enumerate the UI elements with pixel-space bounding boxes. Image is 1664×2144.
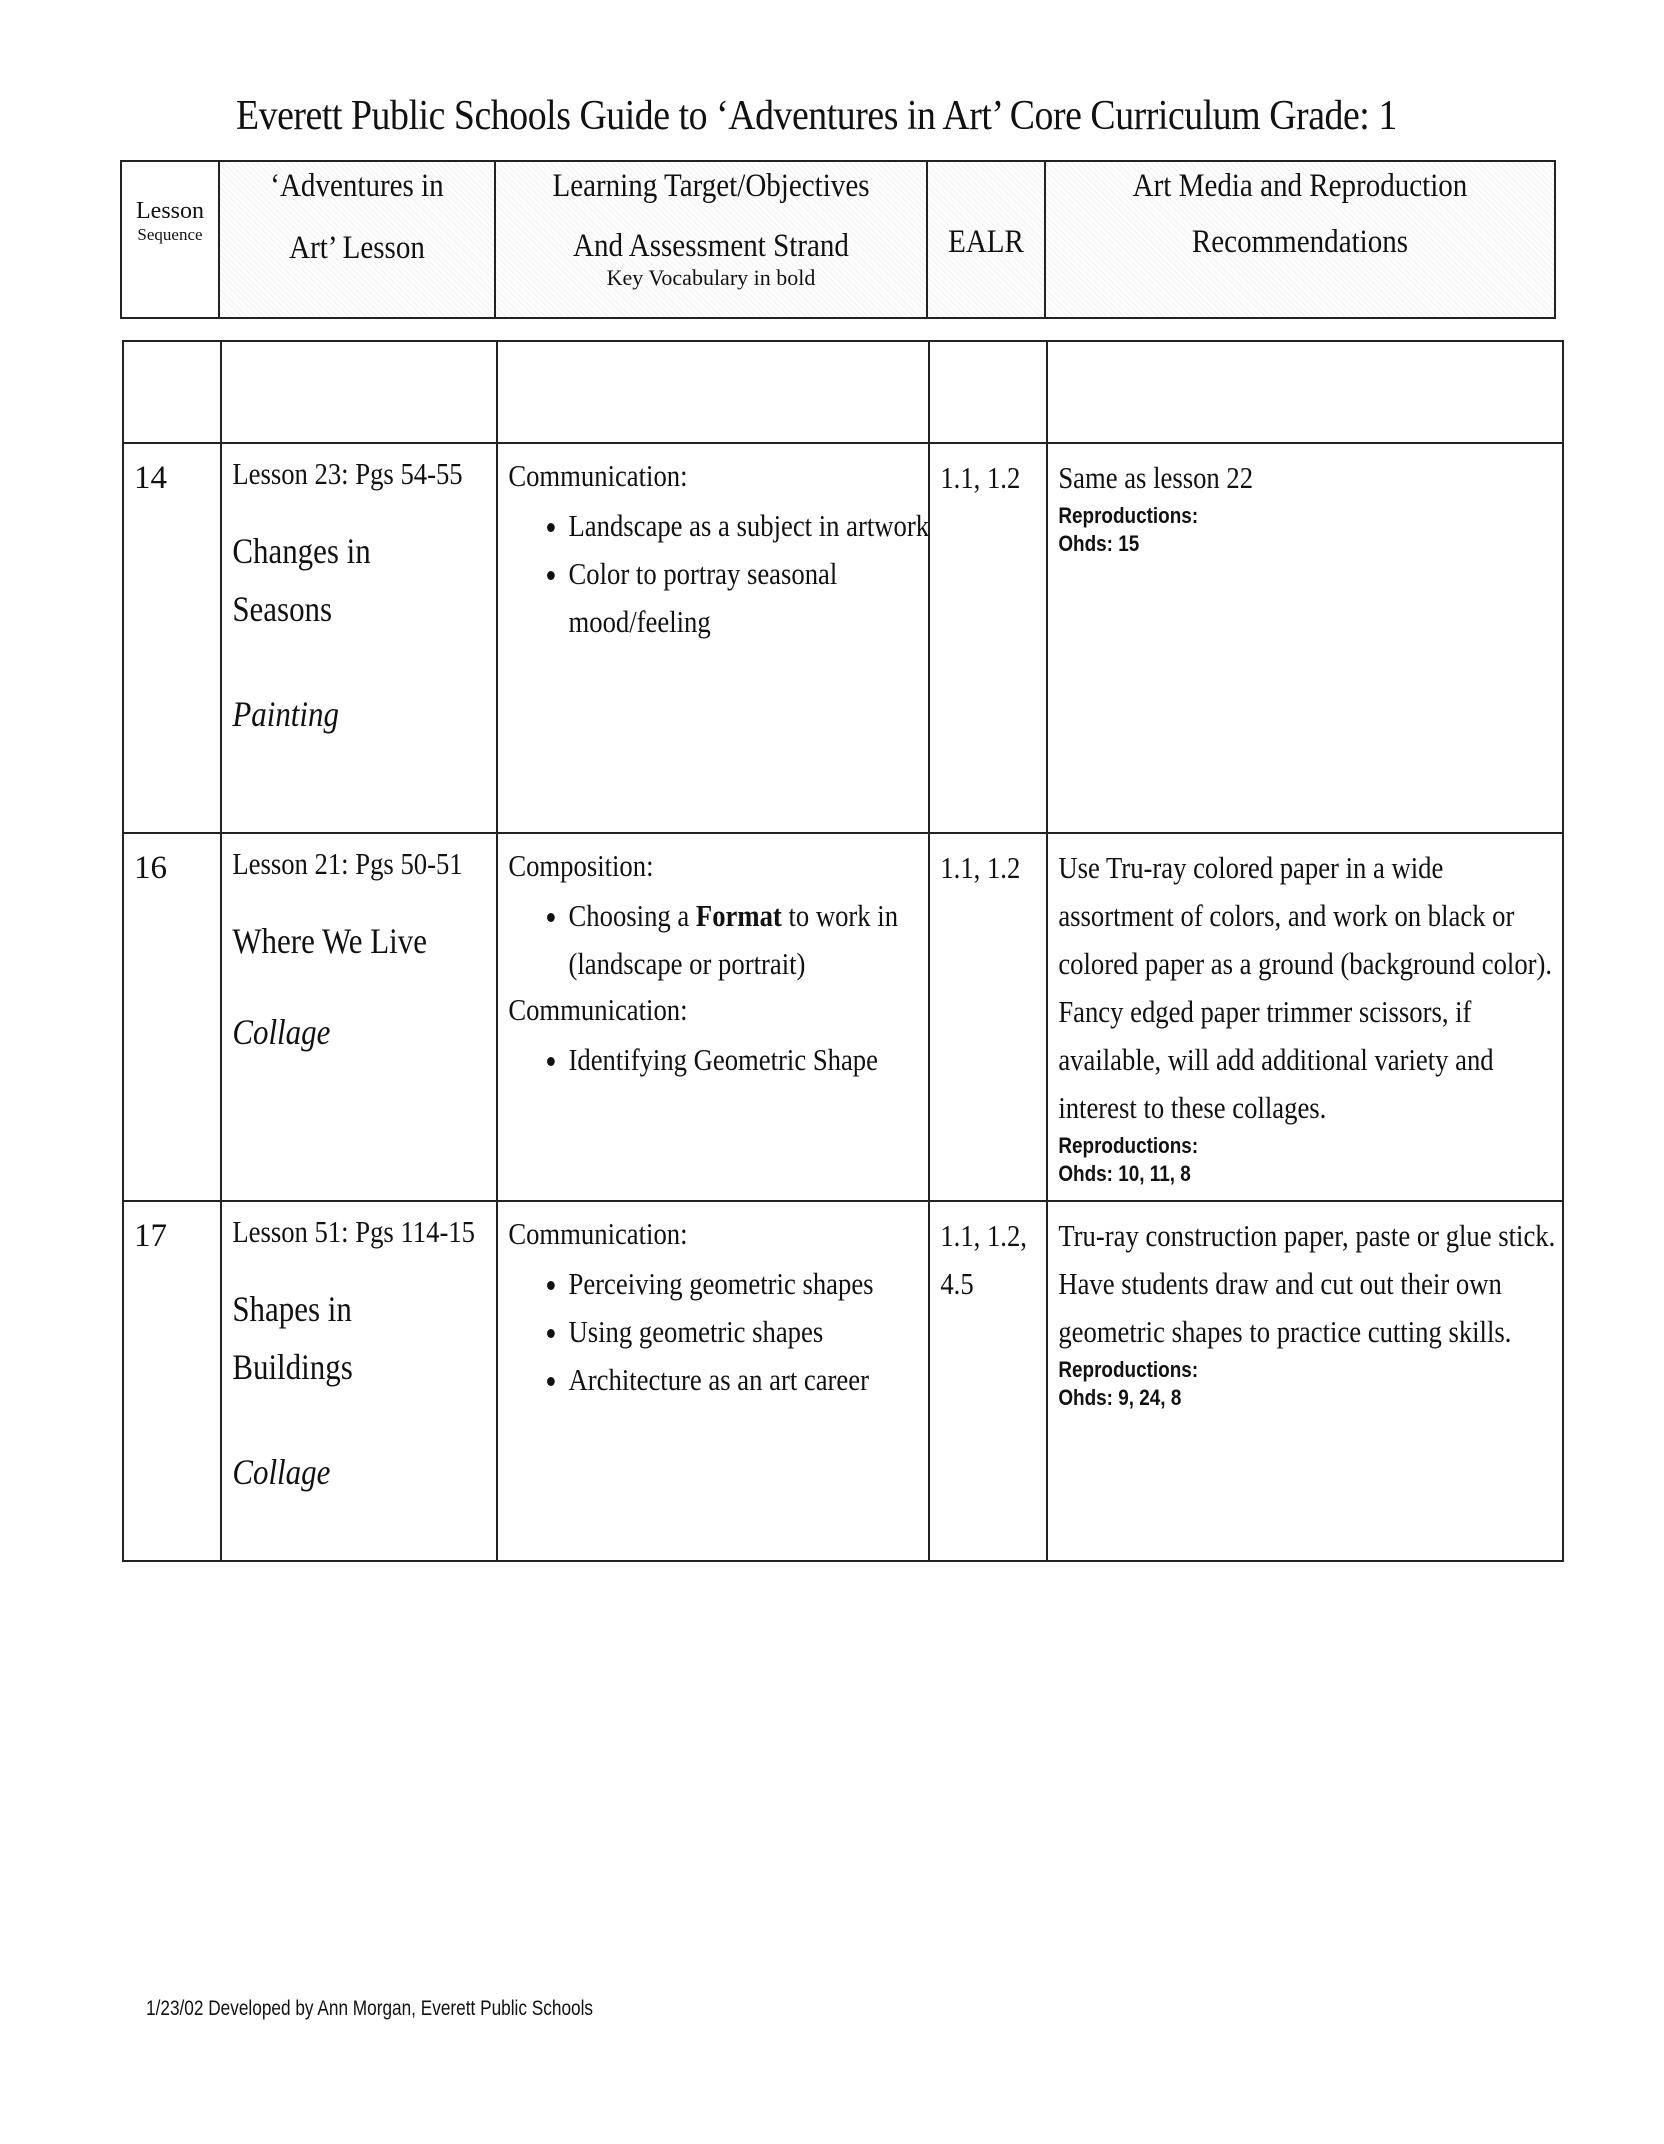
ealr-cell xyxy=(929,833,1047,1201)
reproductions-label: Reproductions: xyxy=(1058,503,1199,528)
blank-cell xyxy=(1047,341,1563,443)
lesson-pages: Lesson 23: Pgs 54-55 xyxy=(232,456,463,491)
footer-credit: 1/23/02 Developed by Ann Morgan, Everett Public Schools xyxy=(146,1997,594,2020)
ohds-value: Ohds: 15 xyxy=(1058,531,1140,556)
list-item: • Landscape as a subject in artwork xyxy=(569,502,930,550)
list-item: • Perceiving geometric shapes xyxy=(569,1260,930,1308)
header-sequence-line2: Sequence xyxy=(137,225,203,244)
blank-row xyxy=(123,341,1563,443)
vocabulary-term: Format xyxy=(695,898,782,933)
lesson-cell xyxy=(221,833,497,1201)
ealr-cell xyxy=(929,443,1047,833)
list-item: • Color to portray seasonal mood/feeling xyxy=(569,550,930,646)
header-sequence xyxy=(121,161,219,318)
lesson-title-line2: Seasons xyxy=(232,589,333,629)
header-ealr xyxy=(927,161,1045,318)
blank-cell xyxy=(929,341,1047,443)
lesson-title-line1: Shapes in xyxy=(232,1289,352,1329)
lesson-cell xyxy=(221,443,497,833)
ealr-value: 1.1, 1.2, 4.5 xyxy=(940,1218,1027,1301)
reproductions-label: Reproductions: xyxy=(1058,1357,1199,1382)
media-cell xyxy=(1047,833,1563,1201)
lesson-sequence: 16 xyxy=(123,833,221,1201)
header-objectives xyxy=(495,161,927,318)
header-lesson-line2: Art’ Lesson xyxy=(289,230,425,266)
header-objectives-line2: And Assessment Strand xyxy=(573,228,849,264)
header-objectives-note: Key Vocabulary in bold xyxy=(606,265,816,290)
lesson-cell xyxy=(221,1201,497,1561)
header-sequence-line1: Lesson xyxy=(136,198,204,224)
objectives-cell xyxy=(497,443,929,833)
header-media-line1: Art Media and Reproduction xyxy=(1132,168,1468,204)
lesson-title-line2: Buildings xyxy=(232,1347,353,1387)
lesson-pages: Lesson 21: Pgs 50-51 xyxy=(232,846,463,881)
media-text: Tru-ray construction paper, paste or glue stick. Have students draw and cut out their own geometric shapes to practice cutting skills. xyxy=(1058,1218,1556,1349)
objectives-list xyxy=(508,1260,930,1404)
ohds-value: Ohds: 10, 11, 8 xyxy=(1058,1161,1191,1186)
table-row xyxy=(123,833,1563,1201)
objectives-cell xyxy=(497,1201,929,1561)
page-title: Everett Public Schools Guide to ‘Adventures in Art’ Core Curriculum Grade: 1 xyxy=(236,93,1397,139)
lesson-title-line1: Changes in xyxy=(232,531,371,571)
lessons-table xyxy=(122,340,1564,1562)
objectives-list xyxy=(508,892,930,988)
header-objectives-line1: Learning Target/Objectives xyxy=(552,168,870,204)
media-text: Same as lesson 22 xyxy=(1058,460,1254,495)
objectives-cell xyxy=(497,833,929,1201)
header-lesson-line1: ‘Adventures in xyxy=(270,168,444,204)
header-table xyxy=(120,160,1556,319)
lesson-sequence: 14 xyxy=(123,443,221,833)
lesson-medium: Painting xyxy=(232,694,339,734)
header-media-line2: Recommendations xyxy=(1191,224,1409,260)
media-cell xyxy=(1047,1201,1563,1561)
media-text: Use Tru-ray colored paper in a wide assortment of colors, and work on black or colored paper as a ground (background color). Fancy edged paper trimmer scissors, if available, will add additional variety and interest to these collages. xyxy=(1058,850,1553,1125)
lesson-medium: Collage xyxy=(232,1452,331,1492)
blank-cell xyxy=(221,341,497,443)
blank-cell xyxy=(497,341,929,443)
header-media xyxy=(1045,161,1555,318)
reproductions-label: Reproductions: xyxy=(1058,1133,1199,1158)
list-item-text: to work in (landscape or portrait) xyxy=(568,898,899,981)
ealr-value: 1.1, 1.2 xyxy=(940,460,1021,495)
list-item xyxy=(569,892,930,988)
list-item: • Architecture as an art career xyxy=(569,1356,930,1404)
lesson-sequence: 17 xyxy=(123,1201,221,1561)
list-item-text: Choosing a xyxy=(568,898,696,933)
ealr-value: 1.1, 1.2 xyxy=(940,850,1021,885)
ohds-value: Ohds: 9, 24, 8 xyxy=(1058,1385,1182,1410)
strand-heading: Communication: xyxy=(508,992,688,1027)
header-lesson xyxy=(219,161,495,318)
strand-heading: Communication: xyxy=(508,458,688,493)
list-item: • Identifying Geometric Shape xyxy=(569,1036,930,1084)
lesson-pages: Lesson 51: Pgs 114-15 xyxy=(232,1214,475,1249)
header-ealr-label: EALR xyxy=(948,223,1024,260)
table-row xyxy=(123,443,1563,833)
media-cell xyxy=(1047,443,1563,833)
ealr-cell xyxy=(929,1201,1047,1561)
blank-cell xyxy=(123,341,221,443)
objectives-list xyxy=(508,1036,930,1084)
lesson-medium: Collage xyxy=(232,1012,331,1052)
objectives-list xyxy=(508,502,930,646)
table-row xyxy=(123,1201,1563,1561)
lesson-title-line1: Where We Live xyxy=(232,921,427,961)
list-item: • Using geometric shapes xyxy=(569,1308,930,1356)
strand-heading: Communication: xyxy=(508,1216,688,1251)
strand-heading: Composition: xyxy=(508,848,654,883)
